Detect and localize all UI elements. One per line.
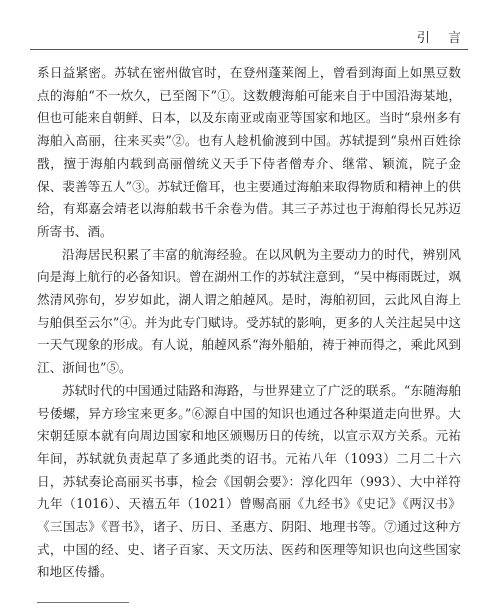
paragraph-2: 沿海居民积累了丰富的航海经验。在以风帆为主要动力的时代，辨别风向是海上航行的必备知识。曾在湖州工作的苏轼注意到，“吴中梅雨既过，飒然清风弥旬，岁岁如此，湖人谓之舶趠风。是时，海舶初回，云此风自海上与舶俱至云尔”④。并为此专门赋诗。受苏轼的影响，更多的人关注起吴中这一天气现象的形成。有人说，舶趠风系“海外船舶，祷于神而得之，乘此风到江、浙间也”⑤。 — [37, 246, 461, 376]
paragraph-1: 系日益紧密。苏轼在密州做官时，在登州蓬莱阁上，曾看到海面上如黑豆数点的海舶“不一炊久，已至阁下”①。这数艘海舶可能来自于中国沿海某地，但也可能来自朝鲜、日本，以及东南亚或南亚等国家和地区。当时“泉州多有海舶入高丽，往来买卖”②。也有人趁机偷渡到中国。苏轼提到“泉州百姓徐戬，擅于海舶内载到高丽僧统义天手下侍者僧寿介、继常、颖流，院子金保、裴善等五人”③。苏轼迁儋耳，也主要通过海舶来取得物质和精神上的供给，有郑嘉会靖老以海舶载书千余卷为借。其三子苏过也于海舶得长兄苏迈所寄书、酒。 — [37, 65, 461, 239]
running-title: 引 言 — [416, 31, 468, 46]
running-header — [30, 27, 468, 47]
header-rule — [30, 49, 468, 50]
page-body — [37, 62, 461, 584]
footnote-rule — [37, 602, 129, 603]
paragraph-3: 苏轼时代的中国通过陆路和海路，与世界建立了广泛的联系。“东随海舶号倭螺，异方珍宝来更多。”⑥源自中国的知识也通过各种渠道走向世界。大宋朝廷原本就有向周边国家和地区颁赐历日的传统，以宣示双方关系。元祐年间，苏轼就负责起草了多通此类的诏书。元祐八年（1093）二月二十六日，苏轼奏论高丽买书事，检会《国朝会要》：淳化四年（993）、大中祥符九年（1016）、天禧五年（1021）曾赐高丽《九经书》《史记》《两汉书》《三国志》《晋书》，诸子、历日、圣惠方、阴阳、地理书等。⑦通过这种方式，中国的经、史、诸子百家、天文历法、医药和医理等知识也向这些国家和地区传播。 — [37, 382, 461, 580]
